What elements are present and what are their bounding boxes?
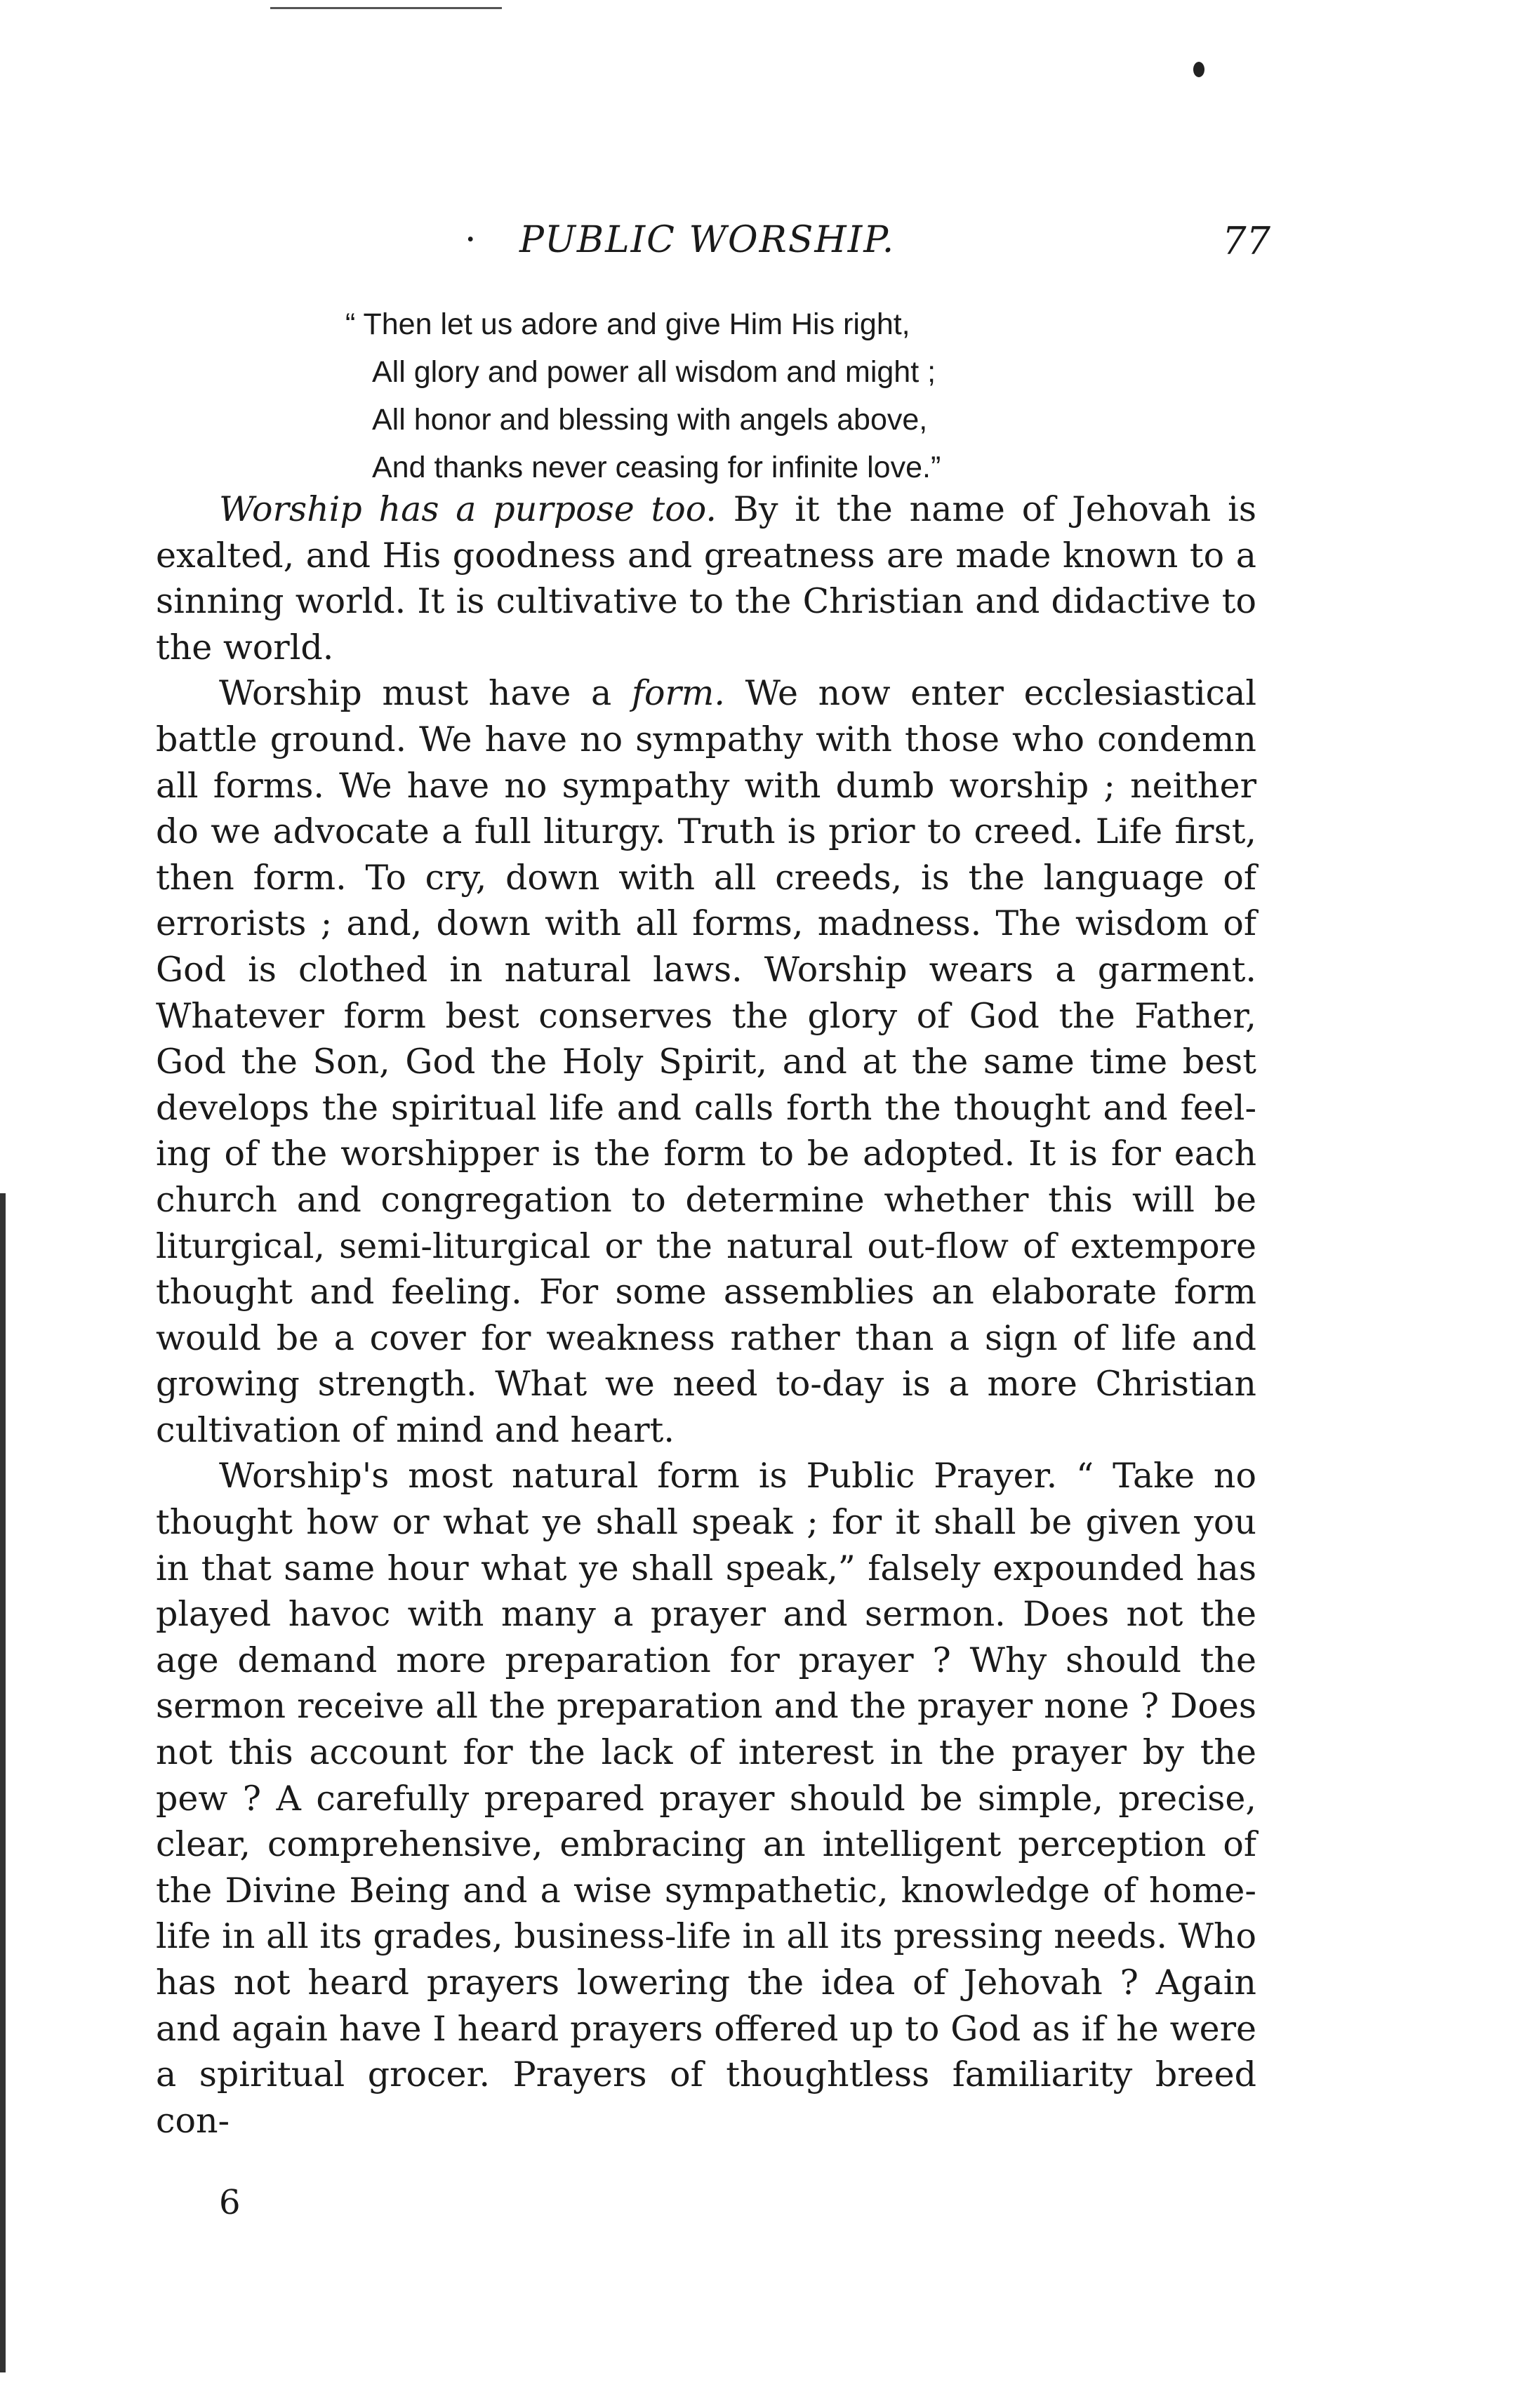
header-dot: · bbox=[465, 219, 477, 261]
top-rule bbox=[270, 7, 502, 9]
paragraph-text: Worship's most natural form is Public Prayer. “ Take no thought how or what ye shall speak ; for it shall be given you in that same hour what ye shall speak,” falsely expounded has played havoc with many a prayer and sermon. Does not the age demand more preparation for prayer ? Why should the sermon receive all the preparation and the prayer none ? Does not this account for the lack of interest in the prayer by the pew ? A carefully prepared prayer should be simple, precise, clear, comprehensive, embracing an intelligent perception of the Divine Being and a wise sympathetic, knowledge of home-life in all its grades, business-life in all its pressing needs. Who has not heard prayers lowering the idea of Jehovah ? Again and again have I heard prayers offered up to God as if he were a spiritual grocer. Prayers of thoughtless familiarity breed con- bbox=[156, 1456, 1256, 2141]
binding-edge bbox=[0, 1193, 6, 2372]
running-header bbox=[456, 219, 1270, 275]
page-number: 77 bbox=[1222, 219, 1270, 263]
poem-line: “ Then let us adore and give Him His right, bbox=[345, 307, 910, 341]
italic-lead: Worship has a purpose too. bbox=[219, 489, 717, 529]
paragraph-lead: Worship must have a bbox=[219, 673, 632, 714]
page-title: PUBLIC WORSHIP. bbox=[519, 219, 896, 261]
paragraph bbox=[156, 1453, 1256, 2144]
ink-mark bbox=[1193, 62, 1204, 77]
poem-line: And thanks never ceasing for infinite love.” bbox=[372, 451, 941, 484]
paragraph bbox=[156, 486, 1256, 670]
body-text bbox=[156, 486, 1256, 2144]
poem-line: All honor and blessing with angels above, bbox=[372, 403, 928, 437]
paragraph-text: We now enter ecclesiastical battle ground. We have no sympathy with those who condemn all forms. We have no sympathy with dumb worship ; neither do we advocate a full liturgy. Truth is prior to creed. Life first, then form. To cry, down with all creeds, is the language of errorists ; and, down with all forms, madness. The wisdom of God is clothed in natural laws. Worship wears a garment. Whatever form best conserves the glory of God the Father, God the Son, God the Holy Spirit, and at the same time best develops the spiritual life and calls forth the thought and feeling of the worshipper is the form to be adopted. It is for each church and congregation to determine whether this will be liturgical, semi-liturgical or the natural out-flow of extempore thought and feeling. For some assemblies an elaborate form would be a cover for weakness rather than a sign of life and growing strength. What we need to-day is a more Christian cultivation of mind and heart. bbox=[156, 673, 1256, 1450]
paragraph-text: By it the name of Jehovah is exalted, and His goodness and greatness are made known to a sinning world. It is cultivative to the Christian and didactive to the world. bbox=[156, 489, 1256, 668]
poem-line: All glory and power all wisdom and might ; bbox=[372, 355, 936, 389]
signature-mark: 6 bbox=[219, 2183, 241, 2222]
poem-quote bbox=[345, 300, 1258, 491]
paragraph bbox=[156, 670, 1256, 1453]
italic-word: form. bbox=[631, 673, 725, 714]
